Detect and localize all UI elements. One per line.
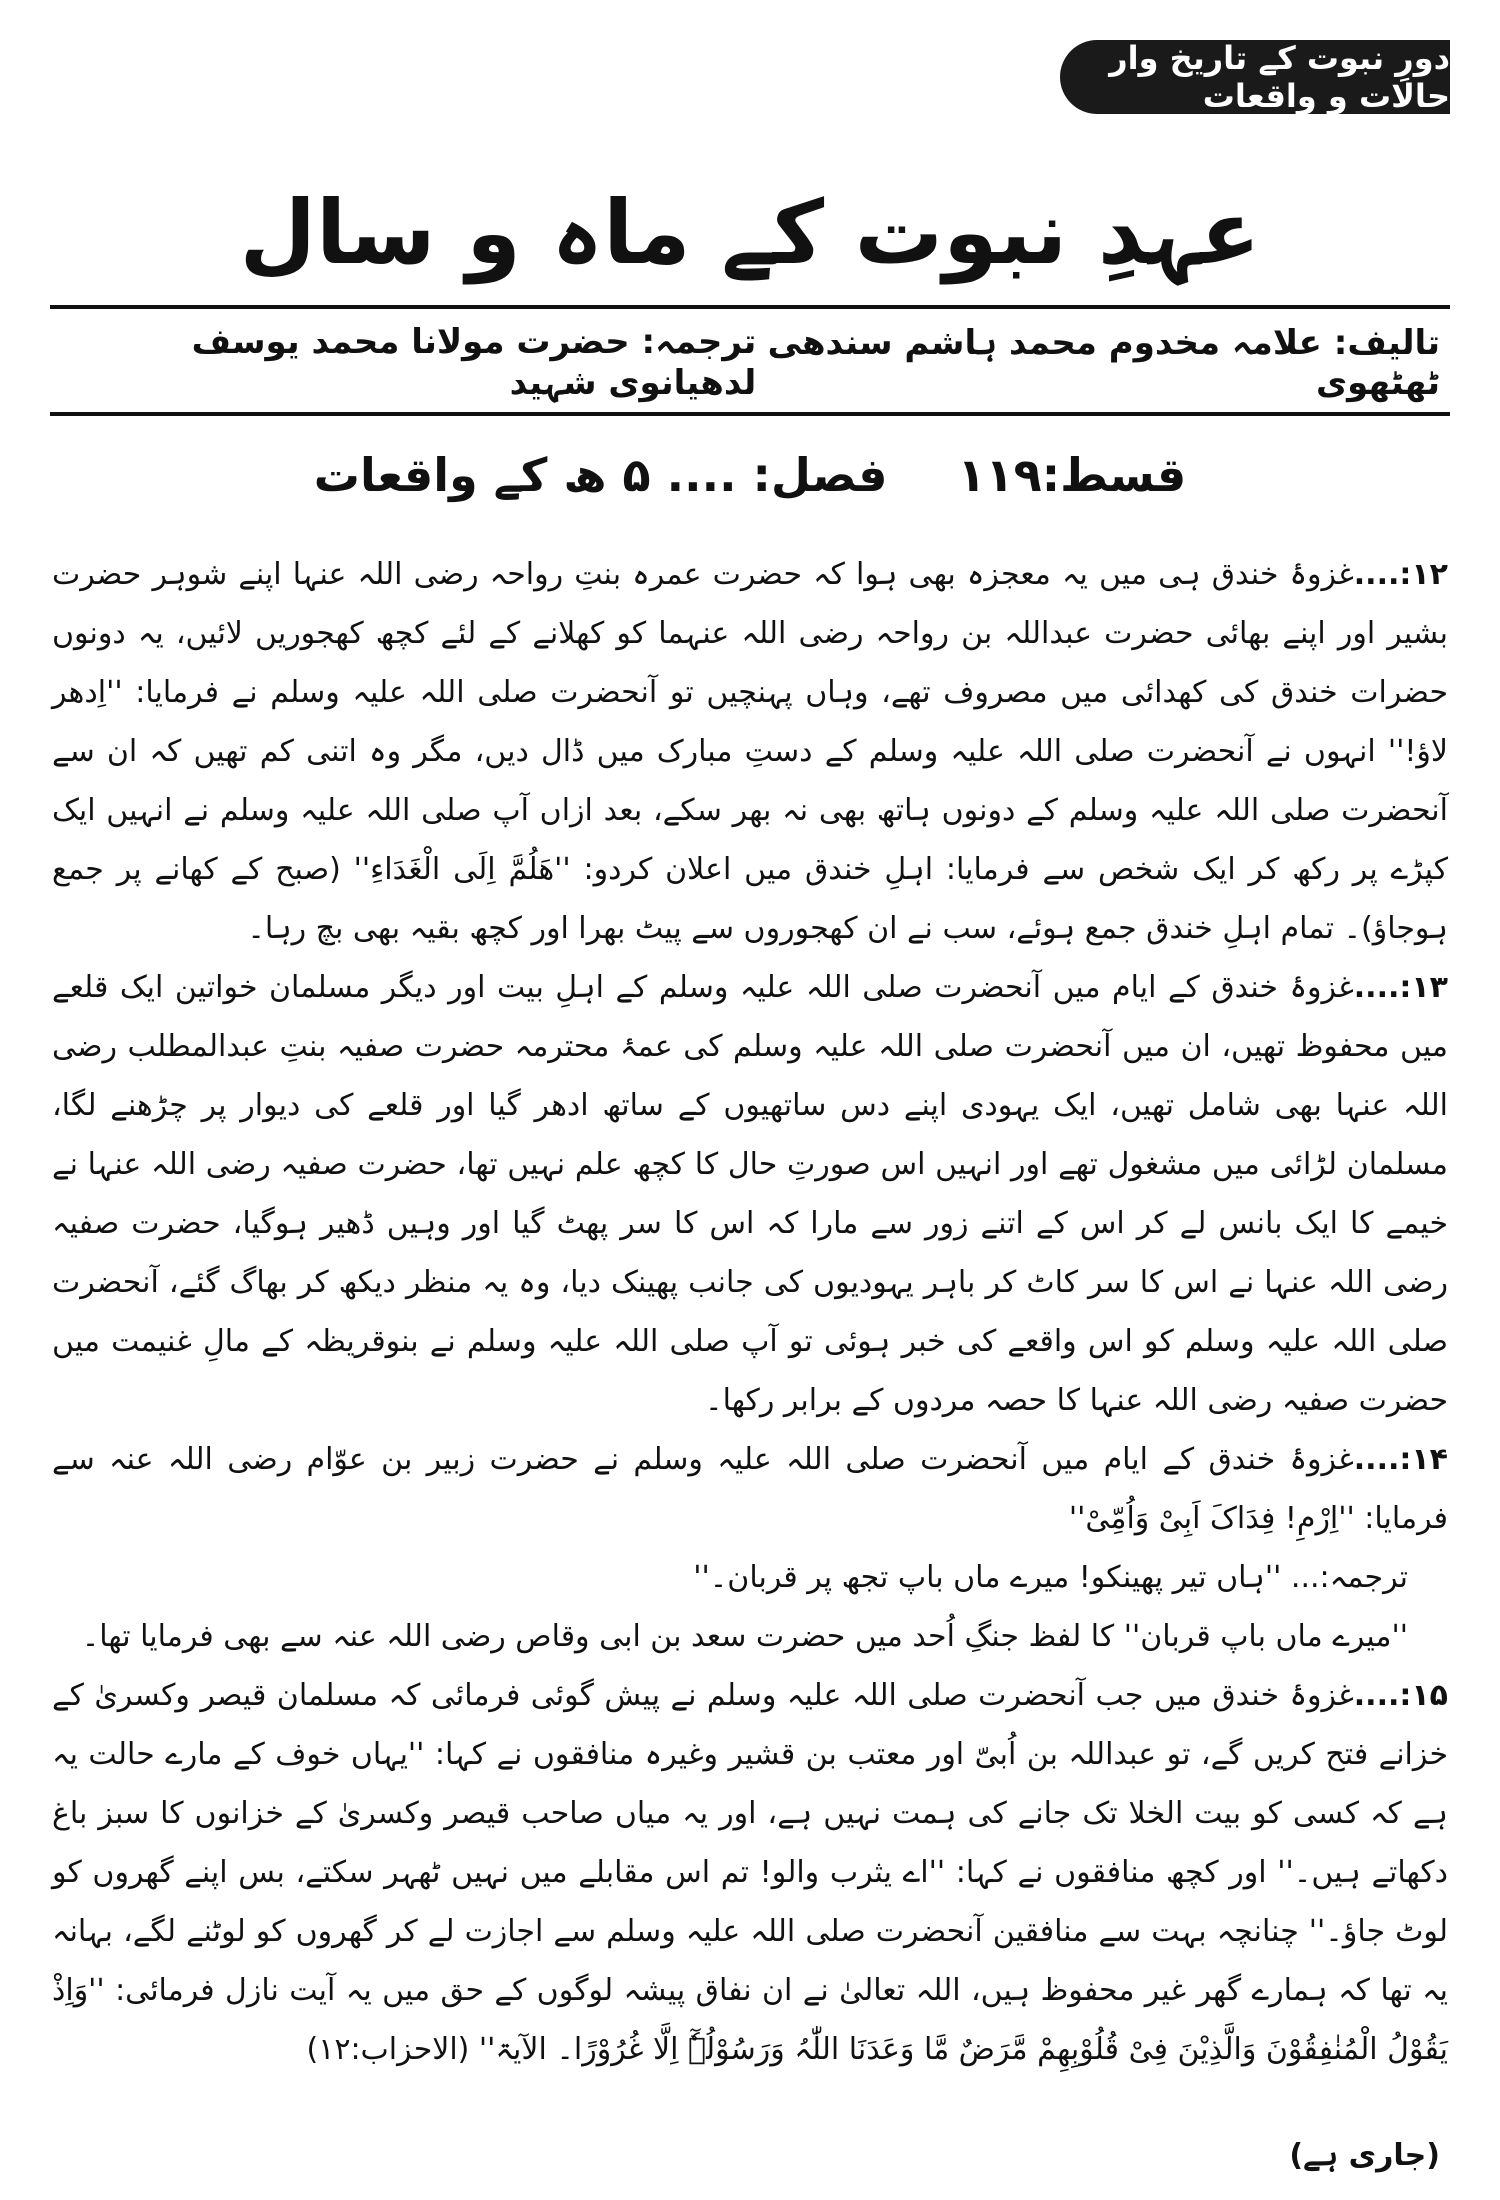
- article-body: [52, 545, 1448, 2079]
- episode-number: قسط:۱۱۹: [957, 448, 1187, 502]
- credits-row: [60, 322, 1440, 402]
- paragraph-text: غزوۂ خندق کے ایام میں آنحضرت صلی اللہ علیہ وسلم نے حضرت زبیر بن عوّام رضی اللہ عنہ سے فرمایا: ''اِرْمِ! فِدَاکَ اَبِیْ وَاُمِّیْ'': [52, 1442, 1448, 1536]
- page-title: عہدِ نبوت کے ماہ و سال: [239, 181, 1261, 284]
- paragraph-text: غزوۂ خندق کے ایام میں آنحضرت صلی اللہ علیہ وسلم کے اہلِ بیت اور دیگر مسلمان خواتین ایک قلعے میں محفوظ تھیں، ان میں آنحضرت صلی اللہ علیہ وسلم کی عمۂ محترمہ حضرت صفیہ بنتِ عبدالمطلب رضی اللہ عنہا بھی شامل تھیں، ایک یہودی اپنے دس ساتھیوں کے ساتھ ادھر گیا اور قلعے کی دیوار پر چڑھنے لگا، مسلمان لڑائی میں مشغول تھے اور انہیں اس صورتِ حال کا کچھ علم نہیں تھا، حضرت صفیہ رضی اللہ عنہا نے خیمے کا ایک بانس لے کر اس کے اتنے زور سے مارا کہ اس کا سر پھٹ گیا اور وہیں ڈھیر ہوگیا، حضرت صفیہ رضی اللہ عنہا نے اس کا سر کاٹ کر باہر یہودیوں کی جانب پھینک دیا، وہ یہ منظر دیکھ کر بھاگ گئے، آنحضرت صلی اللہ علیہ وسلم کو اس واقعے کی خبر ہوئی تو آپ صلی اللہ علیہ وسلم نے بنوقریظہ کے مالِ غنیمت میں حضرت صفیہ رضی اللہ عنہا کا حصہ مردوں کے برابر رکھا۔: [52, 970, 1448, 1418]
- continued-note: (جاری ہے): [1289, 2137, 1440, 2173]
- paragraph-number: ۱۵:....: [1353, 1678, 1448, 1713]
- series-label-tab: [1060, 40, 1450, 114]
- paragraph-text: غزوۂ خندق میں جب آنحضرت صلی اللہ علیہ وسلم نے پیش گوئی فرمائی کہ مسلمان قیصر وکسریٰ کے خزانے فتح کریں گے، تو عبداللہ بن اُبیّ اور معتب بن قشیر وغیرہ منافقوں نے کہا: ''یہاں خوف کے مارے حالت یہ ہے کہ کسی کو بیت الخلا تک جانے کی ہمت نہیں ہے، اور یہ میاں صاحب قیصر وکسریٰ کے خزانوں کا سبز باغ دکھاتے ہیں۔'' اور کچھ منافقوں نے کہا: ''اے یثرب والو! تم اس مقابلے میں نہیں ٹھہر سکتے، بس اپنے گھروں کو لوٹ جاؤ۔'' چنانچہ بہت سے منافقین آنحضرت صلی اللہ علیہ وسلم سے اجازت لے کر گھروں کو لوٹنے لگے، بہانہ یہ تھا کہ ہمارے گھر غیر محفوظ ہیں، اللہ تعالیٰ نے ان نفاق پیشہ لوگوں کے حق میں یہ آیت نازل فرمائی: ''وَاِذْ یَقُوْلُ الْمُنٰفِقُوْنَ وَالَّذِیْنَ فِیْ قُلُوْبِھِمْ مَّرَضٌ مَّا وَعَدَنَا اللّٰہُ وَرَسُوْلُہٗٓ اِلَّا غُرُوْرًا۔ الآیۃ'' (الاحزاب:۱۲): [52, 1678, 1448, 2067]
- body-paragraph: [52, 1666, 1448, 2079]
- paragraph-number: ۱۲:....: [1353, 557, 1448, 592]
- paragraph-number: ۱۳:....: [1353, 970, 1448, 1005]
- author-credit: تالیف: علامہ مخدوم محمد ہاشم سندھی ٹھٹھوی: [767, 322, 1440, 403]
- body-paragraph: [52, 958, 1448, 1430]
- paragraph-number: ۱۴:....: [1353, 1442, 1448, 1477]
- section-title: فصل: .... ۵ ھ کے واقعات: [313, 448, 888, 502]
- body-paragraph: [52, 1548, 1448, 1607]
- translator-credit: ترجمہ: حضرت مولانا محمد یوسف لدھیانوی شہید: [191, 322, 757, 403]
- body-paragraph: [52, 545, 1448, 958]
- body-paragraph: [52, 1430, 1448, 1548]
- divider-top: [50, 305, 1450, 309]
- paragraph-text: ''میرے ماں باپ قربان'' کا لفظ جنگِ اُحد میں حضرت سعد بن ابی وقاص رضی اللہ عنہ سے بھی فرمایا تھا۔: [81, 1619, 1408, 1654]
- footer: [60, 2130, 1440, 2180]
- body-paragraph: [52, 1607, 1448, 1666]
- divider-bottom: [50, 412, 1450, 416]
- paragraph-text: غزوۂ خندق ہی میں یہ معجزہ بھی ہوا کہ حضرت عمرہ بنتِ رواحہ رضی اللہ عنہا اپنے شوہر حضرت بشیر اور اپنے بھائی حضرت عبداللہ بن رواحہ رضی اللہ عنہما کو کھلانے کے لئے کچھ کھجوریں لائیں، یہ دونوں حضرات خندق کی کھدائی میں مصروف تھے، وہاں پہنچیں تو آنحضرت صلی اللہ علیہ وسلم نے فرمایا: ''اِدھر لاؤ!'' انہوں نے آنحضرت صلی اللہ علیہ وسلم کے دستِ مبارک میں ڈال دیں، مگر وہ اتنی کم تھیں کہ ان سے آنحضرت صلی اللہ علیہ وسلم کے دونوں ہاتھ بھی نہ بھر سکے، بعد ازاں آپ صلی اللہ علیہ وسلم نے انہیں ایک کپڑے پر رکھ کر ایک شخص سے فرمایا: اہلِ خندق میں اعلان کردو: ''ھَلُمَّ اِلَی الْغَدَاءِ'' (صبح کے کھانے پر جمع ہوجاؤ)۔ تمام اہلِ خندق جمع ہوئے، سب نے ان کھجوروں سے پیٹ بھرا اور کچھ بقیہ بھی بچ رہا۔: [52, 557, 1448, 946]
- paragraph-text: ترجمہ:... ''ہاں تیر پھینکو! میرے ماں باپ تجھ پر قربان۔'': [693, 1560, 1408, 1595]
- episode-heading: [0, 430, 1500, 520]
- series-label: دورِ نبوت کے تاریخ وار حالات و واقعات: [1109, 39, 1450, 115]
